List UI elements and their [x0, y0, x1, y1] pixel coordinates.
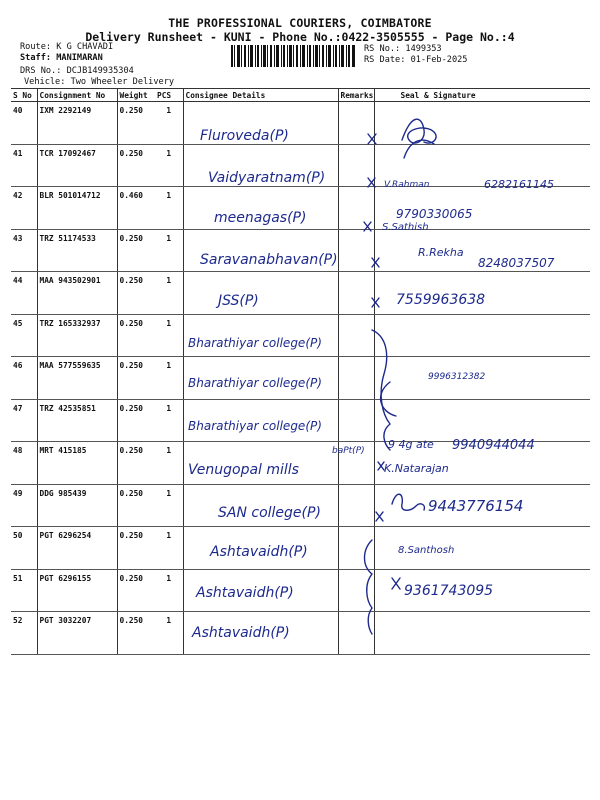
- cross-mark: [364, 222, 371, 231]
- handwritten-note: R.Rekha: [418, 246, 464, 259]
- cross-mark: [372, 258, 379, 267]
- cell-consignment: BLR 501014712: [37, 187, 117, 230]
- cross-mark: [392, 578, 400, 589]
- handwritten-consignee: Ashtavaidh(P): [210, 544, 308, 560]
- cell-pcs: 1: [155, 569, 183, 612]
- cell-pcs: 1: [155, 399, 183, 442]
- cell-sno: 46: [11, 357, 37, 400]
- handwritten-note: 8248037507: [478, 256, 555, 270]
- cell-consignment: TCR 17092467: [37, 144, 117, 187]
- cell-sno: 50: [11, 527, 37, 570]
- cell-weight: 0.250: [117, 399, 155, 442]
- handwritten-note: 7559963638: [396, 292, 486, 308]
- cell-consignment: IXM 2292149: [37, 102, 117, 145]
- handwritten-consignee: Venugopal mills: [188, 462, 299, 478]
- handwritten-note: V.Rahman: [384, 180, 430, 190]
- cross-mark: [376, 512, 383, 521]
- handwritten-consignee: Ashtavaidh(P): [196, 585, 294, 601]
- handwritten-consignee: JSS(P): [218, 293, 259, 309]
- col-consignment: Consignment No: [37, 89, 117, 102]
- cell-pcs: 1: [155, 314, 183, 357]
- cell-pcs: 1: [155, 187, 183, 230]
- cell-consignment: PGT 3032207: [37, 612, 117, 655]
- cell-weight: 0.250: [117, 569, 155, 612]
- cell-sno: 40: [11, 102, 37, 145]
- handwritten-note: 9443776154: [428, 497, 524, 515]
- handwritten-note: 8.Santhosh: [398, 545, 455, 556]
- col-consignee: Consignee Details: [183, 89, 338, 102]
- handwritten-note: baPt(P): [332, 446, 365, 456]
- cell-sno: 41: [11, 144, 37, 187]
- cell-sno: 44: [11, 272, 37, 315]
- cell-pcs: 1: [155, 527, 183, 570]
- cell-consignment: TRZ 42535851: [37, 399, 117, 442]
- cell-pcs: 1: [155, 442, 183, 485]
- handwritten-consignee: Bharathiyar college(P): [188, 419, 322, 433]
- handwritten-note: 9790330065: [396, 207, 473, 221]
- cell-pcs: 1: [155, 229, 183, 272]
- cell-sno: 42: [11, 187, 37, 230]
- cell-weight: 0.250: [117, 272, 155, 315]
- cell-sno: 47: [11, 399, 37, 442]
- handwritten-consignee: Bharathiyar college(P): [188, 376, 322, 390]
- cross-mark: [378, 462, 384, 470]
- rs-date: RS Date: 01-Feb-2025: [364, 55, 468, 65]
- handwritten-consignee: Saravanabhavan(P): [200, 252, 338, 268]
- cell-pcs: 1: [155, 484, 183, 527]
- cell-pcs: 1: [155, 357, 183, 400]
- handwritten-consignee: SAN college(P): [218, 505, 321, 521]
- cell-weight: 0.250: [117, 314, 155, 357]
- runsheet-title: THE PROFESSIONAL COURIERS, COIMBATORE: [168, 16, 432, 30]
- rs-number: RS No.: 1499353: [364, 44, 442, 54]
- handwritten-note: 9940944044: [452, 438, 535, 453]
- cell-sno: 43: [11, 229, 37, 272]
- handwritten-note: S.Sathish: [382, 222, 429, 233]
- col-seal: Seal & Signature: [374, 89, 590, 102]
- signature: [392, 494, 424, 510]
- cell-consignment: MAA 577559635: [37, 357, 117, 400]
- handwritten-consignee: Vaidyaratnam(P): [208, 170, 326, 186]
- brace: [365, 540, 373, 634]
- cell-consignment: MRT 415185: [37, 442, 117, 485]
- handwritten-note: 6282161145: [484, 178, 554, 191]
- cell-consignment: DDG 985439: [37, 484, 117, 527]
- cell-sno: 45: [11, 314, 37, 357]
- handwritten-consignee: Fluroveda(P): [200, 128, 289, 144]
- cell-weight: 0.460: [117, 187, 155, 230]
- handwritten-note: 9996312382: [428, 372, 486, 382]
- handwritten-note: K.Natarajan: [384, 462, 449, 475]
- cell-sno: 51: [11, 569, 37, 612]
- cell-weight: 0.250: [117, 229, 155, 272]
- cell-weight: 0.250: [117, 357, 155, 400]
- cell-pcs: 1: [155, 102, 183, 145]
- handwritten-consignee: meenagas(P): [214, 210, 307, 226]
- cell-weight: 0.250: [117, 484, 155, 527]
- cell-consignment: MAA 943502901: [37, 272, 117, 315]
- handwritten-consignee: Bharathiyar college(P): [188, 336, 322, 350]
- cell-pcs: 1: [155, 144, 183, 187]
- cell-consignment: PGT 6296155: [37, 569, 117, 612]
- cell-pcs: 1: [155, 272, 183, 315]
- cell-consignment: TRZ 165332937: [37, 314, 117, 357]
- runsheet-subtitle: Delivery Runsheet - KUNI - Phone No.:0422-3505555 - Page No.:4: [85, 30, 515, 44]
- col-weight: Weight: [117, 89, 155, 102]
- cell-weight: 0.250: [117, 102, 155, 145]
- cell-consignment: PGT 6296254: [37, 527, 117, 570]
- route-label: Route: K G CHAVADI: [20, 42, 114, 52]
- cell-weight: 0.250: [117, 442, 155, 485]
- handwritten-note: 9361743095: [404, 583, 494, 599]
- cross-mark: [368, 134, 376, 144]
- handwritten-note: 9 4g ate: [388, 438, 434, 451]
- staff-label: Staff: MANIMARAN: [20, 53, 103, 63]
- cell-weight: 0.250: [117, 144, 155, 187]
- cell-sno: 49: [11, 484, 37, 527]
- cell-pcs: 1: [155, 612, 183, 655]
- cell-sno: 52: [11, 612, 37, 655]
- handwritten-consignee: Ashtavaidh(P): [192, 625, 290, 641]
- drs-number: DRS No.: DCJB149935304: [20, 66, 134, 76]
- cell-consignment: TRZ 51174533: [37, 229, 117, 272]
- cross-mark: [372, 298, 379, 307]
- col-sno: S No: [11, 89, 37, 102]
- cell-weight: 0.250: [117, 527, 155, 570]
- col-pcs: PCS: [155, 89, 183, 102]
- signature: [402, 119, 436, 143]
- cell-sno: 48: [11, 442, 37, 485]
- col-remarks: Remarks: [338, 89, 374, 102]
- vehicle-label: Vehicle: Two Wheeler Delivery: [24, 77, 175, 87]
- brace: [372, 330, 390, 450]
- cross-mark: [368, 178, 375, 187]
- cell-weight: 0.250: [117, 612, 155, 655]
